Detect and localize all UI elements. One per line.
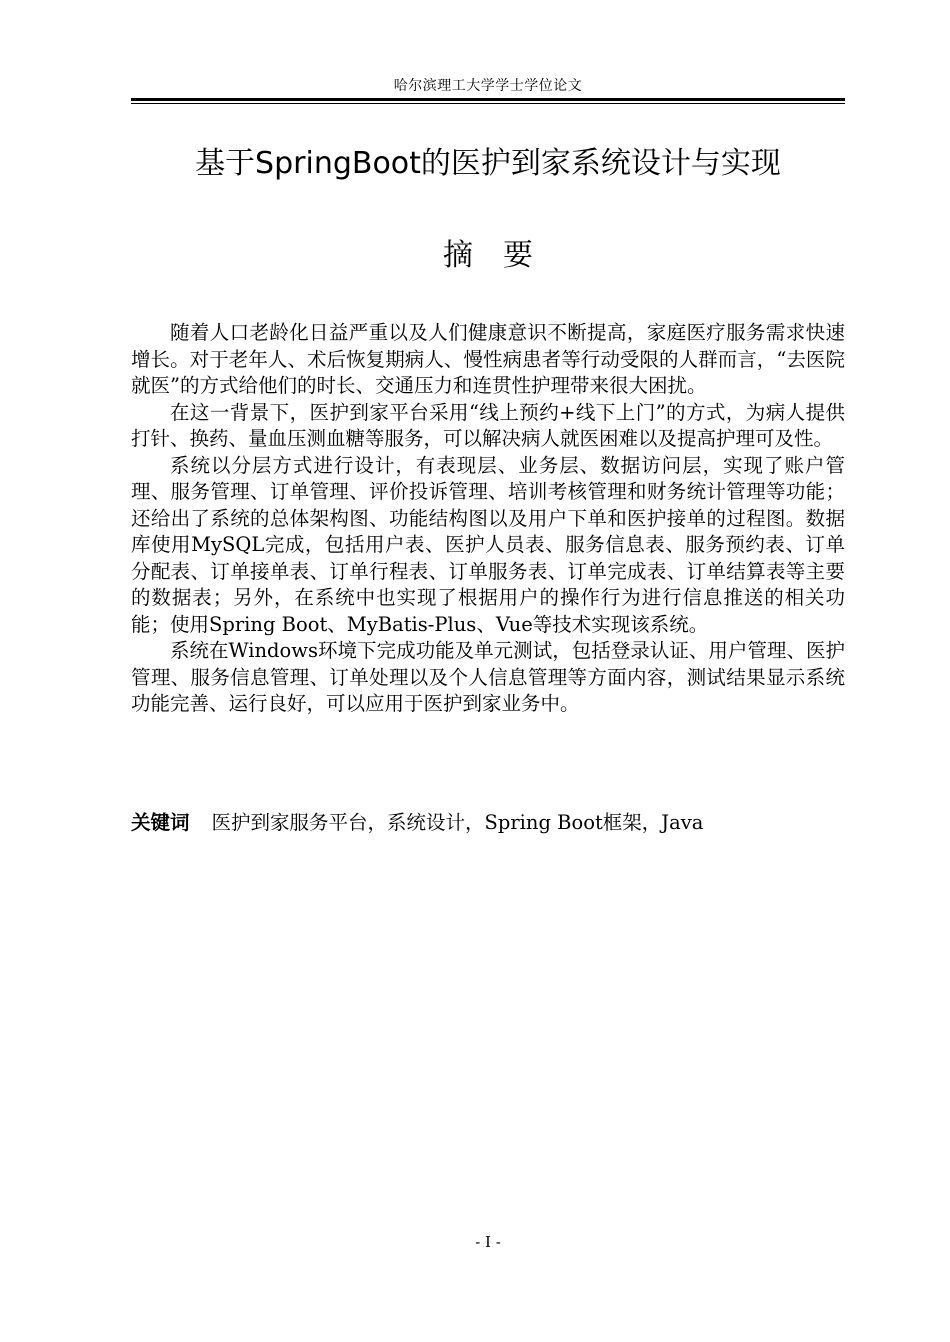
abstract-paragraph-3: 系统以分层方式进行设计，有表现层、业务层、数据访问层，实现了账户管理、服务管理、订单管理、评价投诉管理、培训考核管理和财务统计管理等功能；还给出了系统的总体架构图、功能结构图以及用户下单和医护接单的过程图。数据库使用MySQL完成，包括用户表、医护人员表、服务信息表、服务预约表、订单分配表、订单接单表、订单行程表、订单服务表、订单完成表、订单结算表等主要的数据表；另外，在系统中也实现了根据用户的操作行为进行信息推送的相关功能；使用Spring Boot、MyBatis-Plus、Vue等技术实现该系统。 bbox=[131, 453, 845, 636]
abstract-body bbox=[131, 320, 845, 718]
running-header: 哈尔滨理工大学学士学位论文 bbox=[393, 78, 583, 94]
abstract-paragraph-4: 系统在Windows环境下完成功能及单元测试，包括登录认证、用户管理、医护管理、服务信息管理、订单处理以及个人信息管理等方面内容，测试结果显示系统功能完善、运行良好，可以应用于医护到家业务中。 bbox=[131, 639, 845, 715]
page-number: - I - bbox=[475, 1233, 501, 1251]
abstract-paragraph-1: 随着人口老龄化日益严重以及人们健康意识不断提高，家庭医疗服务需求快速增长。对于老年人、术后恢复期病人、慢性病患者等行动受限的人群而言，“去医院就医”的方式给他们的时长、交通压力和连贯性护理带来很大困扰。 bbox=[131, 321, 845, 397]
header-rule-thick bbox=[131, 98, 845, 101]
abstract-paragraph-2: 在这一背景下，医护到家平台采用“线上预约+线下上门”的方式，为病人提供打针、换药、量血压测血糖等服务，可以解决病人就医困难以及提高护理可及性。 bbox=[131, 400, 845, 450]
abstract-heading: 摘要 bbox=[443, 238, 563, 273]
header-rule-thin bbox=[131, 103, 845, 104]
keywords-label: 关键词 bbox=[131, 811, 190, 834]
keywords-text: 医护到家服务平台，系统设计，Spring Boot框架，Java bbox=[211, 811, 704, 834]
paper-title: 基于SpringBoot的医护到家系统设计与实现 bbox=[195, 146, 781, 181]
keywords-line bbox=[131, 810, 845, 836]
